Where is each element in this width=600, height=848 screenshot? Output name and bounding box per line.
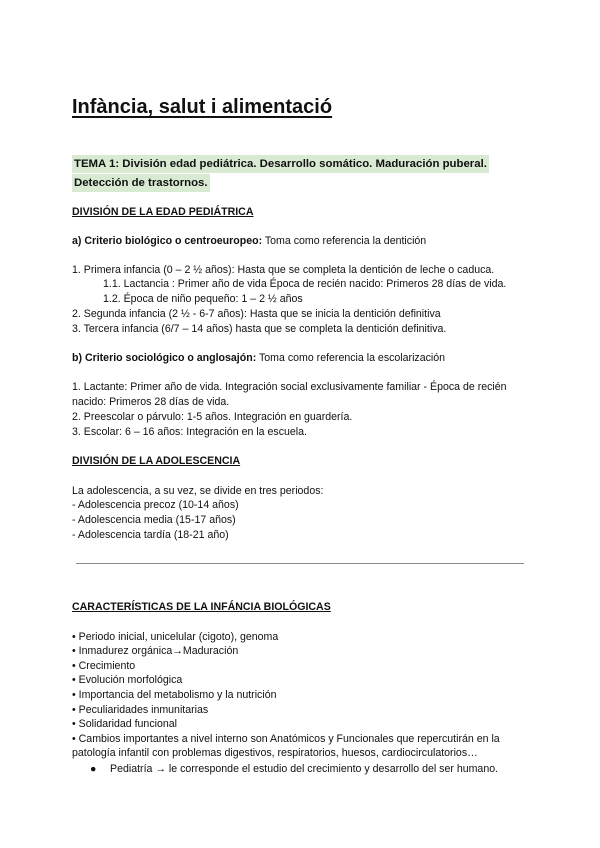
list-item: - Adolescencia precoz (10-14 años) — [72, 499, 239, 511]
bullet-item: • Cambios importantes a nivel interno son Anatómicos y Funcionales que repercutirán en la — [72, 733, 500, 745]
bullet-item: • Periodo inicial, unicelular (cigoto), genoma — [72, 631, 279, 643]
document-title: Infància, salut i alimentació — [72, 96, 333, 118]
paragraph: La adolescencia, a su vez, se divide en tres periodos: — [72, 485, 324, 497]
list-item: 2. Preescolar o párvulo: 1-5 años. Integración en guardería. — [72, 411, 353, 423]
list-item: 3. Tercera infancia (6/7 – 14 años) hasta que se completa la dentición definitiva. — [72, 323, 447, 335]
criterio-a — [72, 234, 426, 248]
criterio-b-text: Toma como referencia la escolarización — [256, 352, 446, 364]
criterio-a-label: a) Criterio biológico o centroeuropeo: — [72, 235, 263, 247]
list-item: 3. Escolar: 6 – 16 años: Integración en la escuela. — [72, 426, 307, 438]
list-item: 1. Primera infancia (0 – 2 ½ años): Hasta que se completa la dentición de leche o caduca. — [72, 264, 495, 276]
bullet-item: • Importancia del metabolismo y la nutrición — [72, 689, 277, 701]
list-item: - Adolescencia tardía (18-21 año) — [72, 529, 229, 541]
list-item: 1.2. Época de niño pequeño: 1 – 2 ½ años — [103, 293, 303, 305]
criterio-a-text: Toma como referencia la dentición — [262, 235, 427, 247]
tema-heading-line-1 — [72, 155, 489, 173]
list-item: nacido: Primeros 28 días de vida. — [72, 396, 230, 408]
list-item: - Adolescencia media (15-17 años) — [72, 514, 236, 526]
bullet-item: • Inmadurez orgánica→Maduración — [72, 645, 239, 657]
list-item: 2. Segunda infancia (2 ½ - 6-7 años): Hasta que se inicia la dentición definitiva — [72, 308, 441, 320]
bullet-dot-icon: ● — [90, 763, 97, 775]
section-heading-adolescencia: DIVISIÓN DE LA ADOLESCENCIA — [72, 455, 241, 467]
horizontal-divider — [76, 563, 524, 564]
list-item: 1. Lactante: Primer año de vida. Integración social exclusivamente familiar - Época de recién — [72, 381, 507, 393]
section-heading-caracteristicas: CARACTERÍSTICAS DE LA INFÁNCIA BIOLÓGICAS — [72, 601, 331, 613]
criterio-b-label: b) Criterio sociológico o anglosajón: — [72, 352, 257, 364]
bullet-item: • Crecimiento — [72, 660, 136, 672]
bullet-item-continuation: patología infantil con problemas digestivos, respiratorios, huesos, cardiocirculatorios… — [72, 747, 478, 759]
tema-highlight-2: Detección de trastornos. — [72, 174, 210, 192]
bullet-item: • Solidaridad funcional — [72, 718, 178, 730]
list-item: 1.1. Lactancia : Primer año de vida Época de recién nacido: Primeros 28 días de vida. — [103, 278, 507, 290]
tema-highlight-1: TEMA 1: División edad pediátrica. Desarrollo somático. Maduración puberal. — [72, 155, 489, 173]
criterio-b — [72, 351, 445, 365]
bullet-item: • Evolución morfológica — [72, 674, 183, 686]
bullet-item: • Peculiaridades inmunitarias — [72, 704, 209, 716]
section-heading-division-edad: DIVISIÓN DE LA EDAD PEDIÁTRICA — [72, 206, 254, 218]
sub-bullet-text: Pediatría → le corresponde el estudio del crecimiento y desarrollo del ser humano. — [110, 763, 499, 775]
sub-bullet-item — [90, 762, 498, 776]
tema-heading-line-2 — [72, 174, 210, 192]
